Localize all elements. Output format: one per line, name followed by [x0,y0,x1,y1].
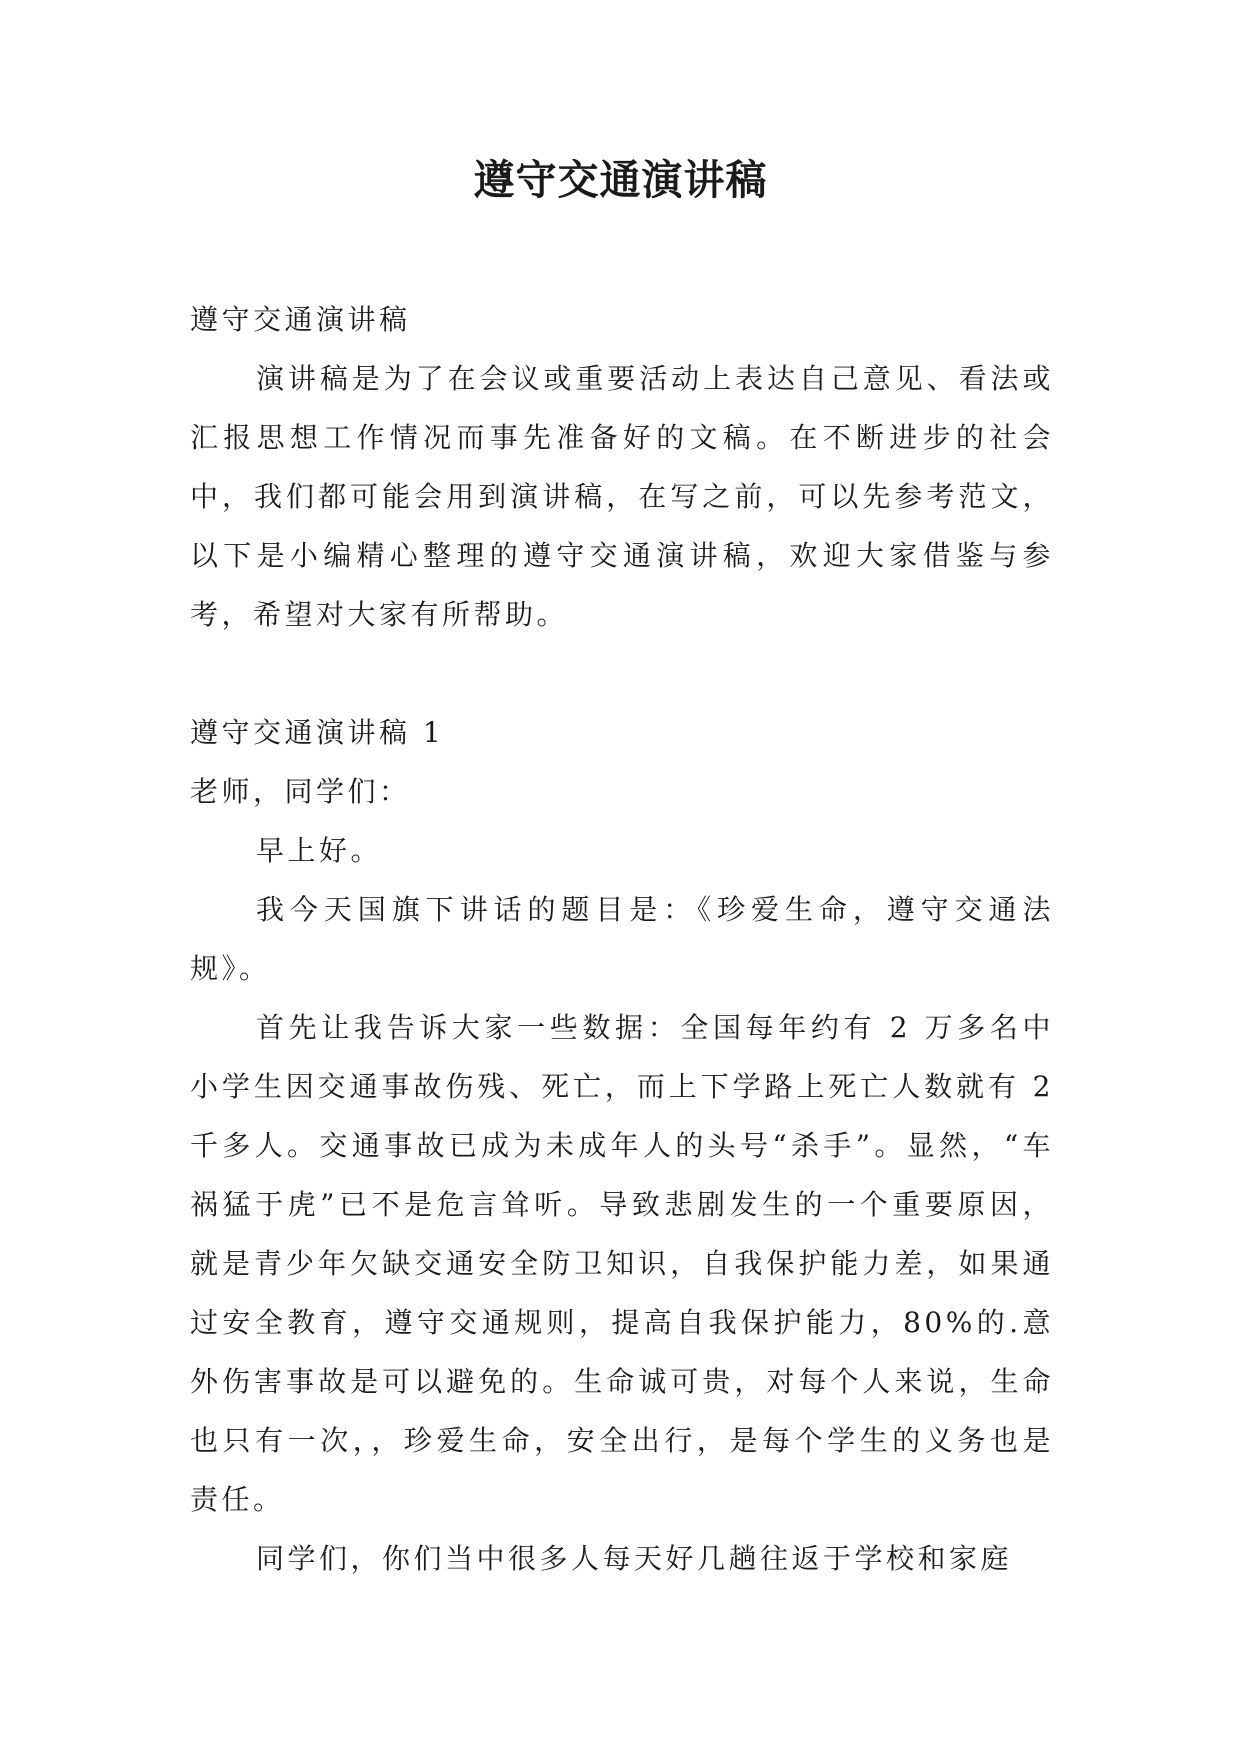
document-body [190,290,1054,1588]
salutation: 老师，同学们： [190,775,411,808]
intro-paragraph: 演讲稿是为了在会议或重要活动上表达自己意见、看法或汇报思想工作情况而事先准备好的文稿。在不断进步的社会中，我们都可能会用到演讲稿，在写之前，可以先参考范文，以下是小编精心整理的遵守交通演讲稿，欢迎大家借鉴与参考，希望对大家有所帮助。 [190,362,1054,631]
paragraph-topic: 我今天国旗下讲话的题目是：《珍爱生命，遵守交通法规》。 [190,893,1054,985]
paragraph-greeting: 早上好。 [256,834,383,867]
paragraph-closing-fragment: 同学们，你们当中很多人每天好几趟往返于学校和家庭 [256,1542,1013,1575]
paragraph-statistics: 首先让我告诉大家一些数据：全国每年约有 2 万多名中小学生因交通事故伤残、死亡，而上下学路上死亡人数就有 2 千多人。交通事故已成为未成年人的头号“杀手”。显然，“车祸猛于虎”已不是危言耸听。导致悲剧发生的一个重要原因，就是青少年欠缺交通安全防卫知识，自我保护能力差，如果通过安全教育，遵守交通规则，提高自我保护能力，80%的.意外伤害事故是可以避免的。生命诚可贵，对每个人来说，生命也只有一次，，珍爱生命，安全出行，是每个学生的义务也是责任。 [190,1011,1054,1516]
document-title: 遵守交通演讲稿 [473,156,768,204]
section-spacer [190,644,1054,703]
intro-heading: 遵守交通演讲稿 [190,303,411,336]
section-heading: 遵守交通演讲稿 1 [190,716,445,749]
